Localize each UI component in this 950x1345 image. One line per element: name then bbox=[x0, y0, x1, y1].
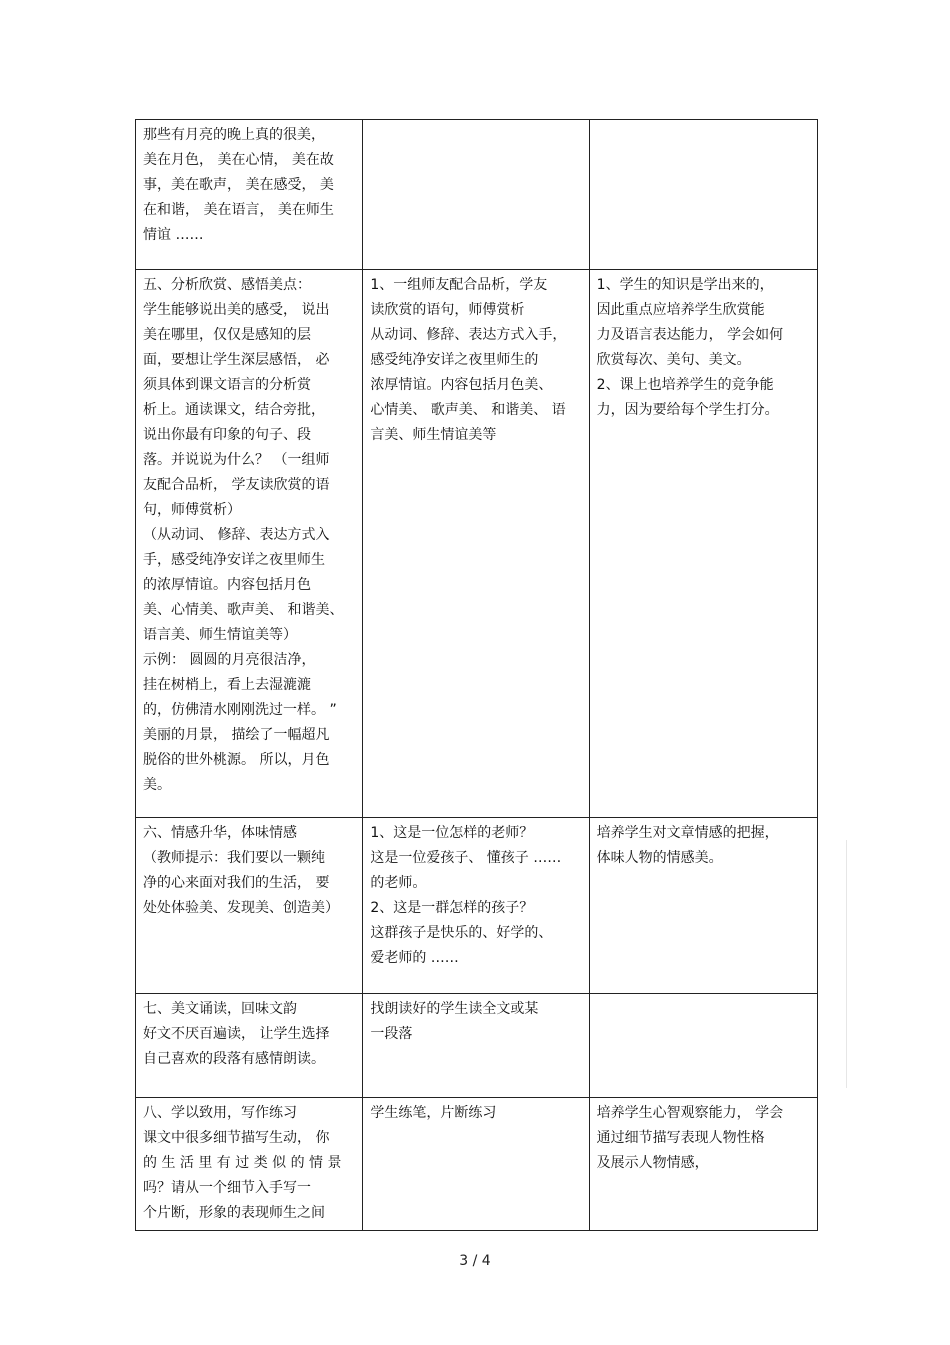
cell-text-line: 美、心情美、歌声美、 和谐美、 bbox=[143, 602, 344, 618]
cell-text-line: 美丽的月景， 描绘了一幅超凡 bbox=[143, 727, 330, 743]
cell-text-line: 欣赏每次、美句、美文。 bbox=[596, 352, 751, 368]
table-row bbox=[136, 1098, 818, 1231]
teaching-step-cell bbox=[136, 120, 363, 270]
cell-text-line: 情谊 …… bbox=[143, 227, 204, 243]
cell-text-line: 句，师傅赏析） bbox=[143, 502, 241, 518]
cell-text-line: 感受纯净安详之夜里师生的 bbox=[370, 352, 539, 368]
cell-text-line: 通过细节描写表现人物性格 bbox=[596, 1130, 765, 1146]
cell-text-line: 自己喜欢的段落有感情朗读。 bbox=[143, 1051, 325, 1067]
cell-text-line: 课文中很多细节描写生动， 你 bbox=[143, 1130, 330, 1146]
cell-text-line: 美在哪里，仅仅是感知的层 bbox=[143, 327, 311, 343]
cell-text-line: 读欣赏的语句，师傅赏析 bbox=[370, 302, 525, 318]
cell-text-line: 1、一组师友配合品析，学友 bbox=[370, 277, 548, 293]
student-activity-cell bbox=[363, 270, 589, 818]
cell-text-line: 1、这是一位怎样的老师？ bbox=[370, 825, 534, 841]
cell-text-line: 力，因为要给每个学生打分。 bbox=[596, 402, 779, 418]
cell-text-line: 从动词、修辞、表达方式入手， bbox=[370, 327, 567, 343]
cell-text-line: 一段落 bbox=[370, 1026, 413, 1042]
design-intent-cell bbox=[589, 818, 817, 994]
cell-text-line: 五、分析欣赏、感悟美点： bbox=[143, 277, 311, 293]
cell-text-line: 个片断，形象的表现师生之间 bbox=[143, 1205, 325, 1221]
cell-text-line: 美在月色， 美在心情， 美在故 bbox=[143, 152, 334, 168]
cell-text-line: 析上。通读课文，结合旁批， bbox=[143, 402, 325, 418]
design-intent-cell bbox=[589, 994, 817, 1098]
cell-text-line: 好文不厌百遍读， 让学生选择 bbox=[143, 1026, 330, 1042]
cell-text-line: 找朗读好的学生读全文或某 bbox=[370, 1001, 539, 1017]
student-activity-cell bbox=[363, 994, 589, 1098]
scan-edge-mark bbox=[846, 840, 847, 1088]
teaching-step-cell bbox=[136, 994, 363, 1098]
cell-text-line: 美。 bbox=[143, 777, 171, 793]
cell-text-line: 2、课上也培养学生的竞争能 bbox=[596, 377, 774, 393]
cell-text-line: 净的心来面对我们的生活， 要 bbox=[143, 875, 330, 891]
page-number: 3 / 4 bbox=[459, 1253, 491, 1269]
cell-text-line: 学生能够说出美的感受， 说出 bbox=[143, 302, 330, 318]
design-intent-cell bbox=[589, 1098, 817, 1231]
cell-text-line: 爱老师的 …… bbox=[370, 950, 459, 966]
cell-text-line: 培养学生心智观察能力， 学会 bbox=[596, 1105, 784, 1121]
student-activity-cell bbox=[363, 1098, 589, 1231]
student-activity-cell bbox=[363, 818, 589, 994]
cell-text-line: 的，仿佛清水刚刚洗过一样。 ” bbox=[143, 702, 337, 718]
table-row bbox=[136, 120, 818, 270]
cell-text-line: 浓厚情谊。内容包括月色美、 bbox=[370, 377, 553, 393]
cell-text-line: 及展示人物情感， bbox=[596, 1155, 709, 1171]
cell-text-line: 六、情感升华，体味情感 bbox=[143, 825, 297, 841]
cell-text-line: 力及语言表达能力， 学会如何 bbox=[596, 327, 784, 343]
cell-text-line: （从动词、 修辞、表达方式入 bbox=[143, 527, 330, 543]
cell-text-line: 体味人物的情感美。 bbox=[596, 850, 723, 866]
cell-text-line: 面，要想让学生深层感悟， 必 bbox=[143, 352, 330, 368]
cell-text-line: 言美、师生情谊美等 bbox=[370, 427, 497, 443]
cell-text-line: 心情美、 歌声美、 和谐美、 语 bbox=[370, 402, 566, 418]
table-row bbox=[136, 994, 818, 1098]
cell-text-line: 吗？请从一个细节入手写一 bbox=[143, 1180, 311, 1196]
cell-text-line: 学生练笔，片断练习 bbox=[370, 1105, 497, 1121]
cell-text-line: 1、学生的知识是学出来的， bbox=[596, 277, 774, 293]
teaching-step-cell bbox=[136, 818, 363, 994]
cell-text-line: 语言美、师生情谊美等） bbox=[143, 627, 297, 643]
table-row bbox=[136, 818, 818, 994]
teaching-step-cell bbox=[136, 270, 363, 818]
cell-text-line: 的浓厚情谊。内容包括月色 bbox=[143, 577, 311, 593]
cell-text-line: 这群孩子是快乐的、好学的、 bbox=[370, 925, 553, 941]
cell-text-line: 因此重点应培养学生欣赏能 bbox=[596, 302, 765, 318]
teaching-step-cell bbox=[136, 1098, 363, 1231]
cell-text-line: 培养学生对文章情感的把握， bbox=[596, 825, 779, 841]
cell-text-line: 在和谐， 美在语言， 美在师生 bbox=[143, 202, 334, 218]
cell-text-line: 的老师。 bbox=[370, 875, 427, 891]
cell-text-line: 的 生 活 里 有 过 类 似 的 情 景 bbox=[143, 1155, 342, 1171]
cell-text-line: 七、美文诵读，回味文韵 bbox=[143, 1001, 297, 1017]
cell-text-line: 这是一位爱孩子、 懂孩子 …… bbox=[370, 850, 562, 866]
cell-text-line: （教师提示：我们要以一颗纯 bbox=[143, 850, 325, 866]
cell-text-line: 须具体到课文语言的分析赏 bbox=[143, 377, 311, 393]
cell-text-line: 2、这是一群怎样的孩子？ bbox=[370, 900, 534, 916]
design-intent-cell bbox=[589, 270, 817, 818]
cell-text-line: 事，美在歌声， 美在感受， 美 bbox=[143, 177, 334, 193]
cell-text-line: 挂在树梢上，看上去湿漉漉 bbox=[143, 677, 311, 693]
cell-text-line: 示例： 圆圆的月亮很洁净， bbox=[143, 652, 316, 668]
cell-text-line: 友配合品析， 学友读欣赏的语 bbox=[143, 477, 330, 493]
design-intent-cell bbox=[589, 120, 817, 270]
lesson-plan-table bbox=[135, 119, 818, 1231]
cell-text-line: 说出你最有印象的句子、段 bbox=[143, 427, 311, 443]
cell-text-line: 那些有月亮的晚上真的很美， bbox=[143, 127, 325, 143]
student-activity-cell bbox=[363, 120, 589, 270]
cell-text-line: 落。并说说为什么？ （一组师 bbox=[143, 452, 330, 468]
cell-text-line: 脱俗的世外桃源。 所以，月色 bbox=[143, 752, 330, 768]
cell-text-line: 八、学以致用，写作练习 bbox=[143, 1105, 297, 1121]
cell-text-line: 手，感受纯净安详之夜里师生 bbox=[143, 552, 325, 568]
table-row bbox=[136, 270, 818, 818]
cell-text-line: 处处体验美、发现美、创造美） bbox=[143, 900, 339, 916]
